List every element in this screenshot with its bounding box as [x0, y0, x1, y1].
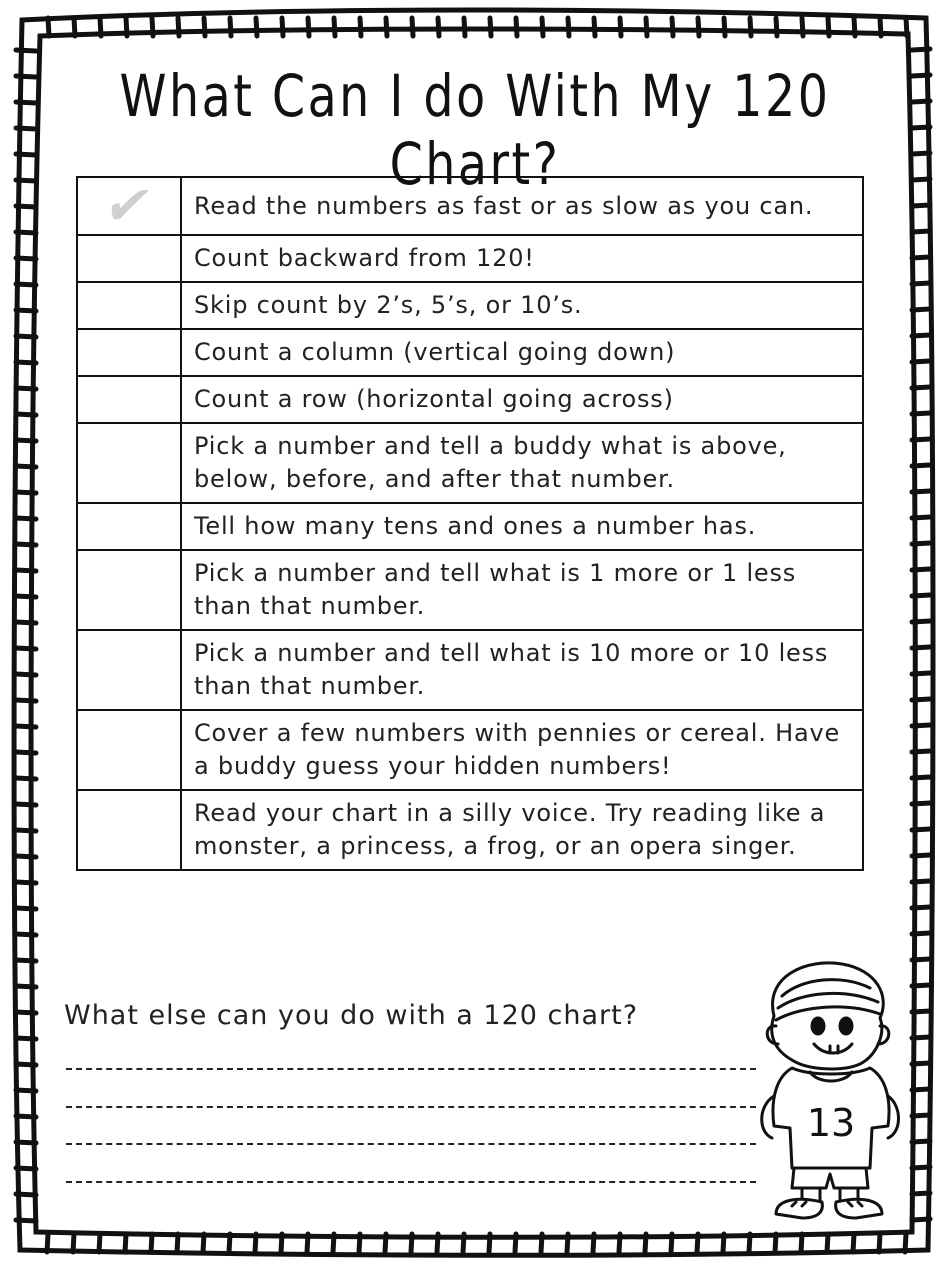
activity-row [77, 630, 863, 710]
checkbox-cell[interactable] [77, 376, 181, 423]
activity-text: Pick a number and tell what is 10 more or 10 less than that number. [181, 630, 863, 710]
answer-line[interactable] [66, 1181, 756, 1183]
kid-clipart [752, 956, 902, 1226]
check-icon: ✔ [99, 174, 159, 237]
activity-row [77, 329, 863, 376]
activity-row [77, 503, 863, 550]
checkbox-cell[interactable] [77, 790, 181, 870]
activity-row [77, 282, 863, 329]
activity-text: Count a column (vertical going down) [181, 329, 863, 376]
activity-row [77, 710, 863, 790]
checkbox-cell[interactable] [77, 630, 181, 710]
checkbox-cell[interactable] [77, 329, 181, 376]
activity-row [77, 550, 863, 630]
checkbox-cell[interactable] [77, 550, 181, 630]
page-title: What Can I do With My 120 Chart? [119, 62, 831, 198]
checkbox-cell[interactable] [77, 423, 181, 503]
activity-row [77, 423, 863, 503]
answer-line[interactable] [66, 1143, 756, 1145]
checkbox-cell[interactable] [77, 710, 181, 790]
activity-table [76, 176, 864, 871]
activity-text: Tell how many tens and ones a number has. [181, 503, 863, 550]
activity-text: Read your chart in a silly voice. Try reading like a monster, a princess, a frog, or an opera singer. [181, 790, 863, 870]
activity-text: Pick a number and tell a buddy what is above, below, before, and after that number. [181, 423, 863, 503]
activity-text: Pick a number and tell what is 1 more or 1 less than that number. [181, 550, 863, 630]
answer-line[interactable] [66, 1068, 756, 1070]
activity-text: Count a row (horizontal going across) [181, 376, 863, 423]
prompt-question: What else can you do with a 120 chart? [64, 1000, 639, 1031]
activity-text: Skip count by 2’s, 5’s, or 10’s. [181, 282, 863, 329]
checkbox-cell[interactable] [77, 503, 181, 550]
activity-text: Read the numbers as fast or as slow as you can. [181, 177, 863, 235]
activity-row [77, 376, 863, 423]
activity-row [77, 235, 863, 282]
activity-row [77, 790, 863, 870]
activity-text: Cover a few numbers with pennies or cereal. Have a buddy guess your hidden numbers! [181, 710, 863, 790]
checkbox-cell[interactable] [77, 282, 181, 329]
answer-line[interactable] [66, 1106, 756, 1108]
activity-text: Count backward from 120! [181, 235, 863, 282]
checkbox-cell[interactable] [77, 174, 181, 237]
activity-row [77, 177, 863, 235]
checkbox-cell[interactable] [77, 235, 181, 282]
jersey-number: 13 [806, 1101, 856, 1145]
